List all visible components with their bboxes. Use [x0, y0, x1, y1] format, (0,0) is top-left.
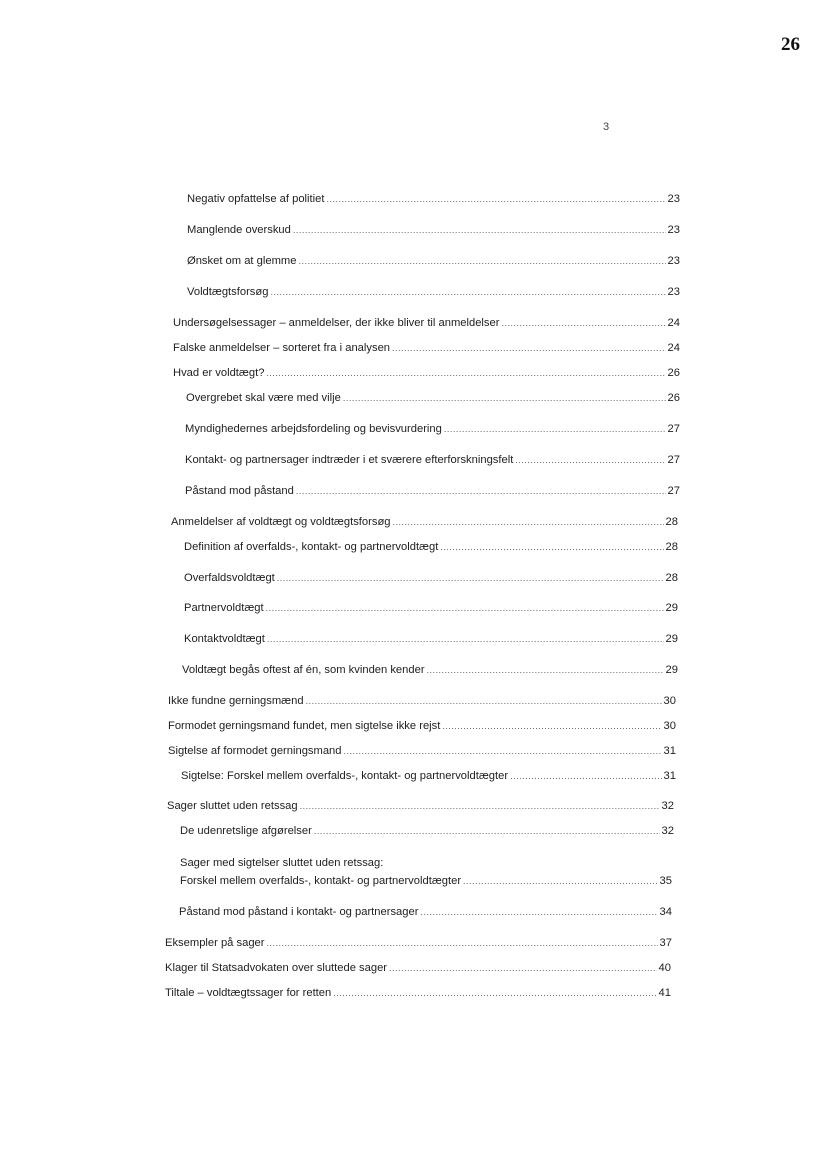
toc-entry-page: 27: [667, 485, 680, 497]
toc-entry-page: 23: [667, 255, 680, 267]
toc-entry[interactable]: [171, 515, 678, 529]
toc-entry-title: Sigtelse: Forskel mellem overfalds-, kontakt- og partnervoldtægter: [181, 770, 509, 782]
toc-entry[interactable]: [165, 961, 671, 975]
toc-entry-title: Anmeldelser af voldtægt og voldtægtsforsøg: [171, 516, 391, 528]
toc-entry-page: 40: [658, 962, 671, 974]
toc-entry[interactable]: [187, 192, 680, 206]
toc-entry[interactable]: [184, 540, 678, 554]
toc-entry[interactable]: [180, 874, 672, 888]
toc-entry-page: 35: [659, 875, 672, 887]
page-number: 26: [781, 34, 800, 55]
toc-entry-title: Kontaktvoldtægt: [184, 633, 265, 645]
dot-leader: [266, 601, 664, 615]
dot-leader: [296, 484, 666, 498]
dot-leader: [442, 719, 661, 733]
toc-entry-title: Ikke fundne gerningsmænd: [168, 695, 304, 707]
toc-entry-page: 27: [667, 423, 680, 435]
toc-entry[interactable]: [184, 632, 678, 646]
toc-entry-title: Klager til Statsadvokaten over sluttede sager: [165, 962, 388, 974]
dot-leader: [300, 799, 660, 813]
toc-entry-title: Negativ opfattelse af politiet: [187, 193, 325, 205]
toc-entry[interactable]: [165, 936, 672, 950]
toc-entry[interactable]: [181, 769, 676, 783]
toc-entry-title: Definition af overfalds-, kontakt- og partnervoldtægt: [184, 541, 439, 553]
toc-entry[interactable]: [168, 719, 676, 733]
dot-leader: [298, 254, 665, 268]
toc-entry-heading-line: Sager med sigtelser sluttet uden retssag:: [180, 857, 384, 869]
toc-entry[interactable]: [180, 824, 674, 838]
toc-entry-page: 34: [659, 906, 672, 918]
toc-entry-page: 28: [665, 572, 678, 584]
toc-entry[interactable]: [165, 986, 671, 1000]
toc-entry-title: Påstand mod påstand: [185, 485, 294, 497]
toc-entry[interactable]: [187, 254, 680, 268]
dot-leader: [270, 285, 665, 299]
inner-page-number: 3: [603, 121, 610, 133]
toc-entry-page: 29: [665, 602, 678, 614]
toc-entry[interactable]: [186, 391, 680, 405]
toc-entry-page: 32: [661, 800, 674, 812]
toc-entry-title: Kontakt- og partnersager indtræder i et sværere efterforskningsfelt: [185, 454, 514, 466]
toc-entry[interactable]: [182, 663, 678, 677]
dot-leader: [326, 192, 665, 206]
dot-leader: [515, 453, 665, 467]
toc-entry[interactable]: [185, 422, 680, 436]
dot-leader: [333, 986, 656, 1000]
toc-entry[interactable]: [168, 744, 676, 758]
toc-entry-page: 24: [667, 317, 680, 329]
dot-leader: [344, 744, 662, 758]
toc-entry[interactable]: [184, 601, 678, 615]
dot-leader: [343, 391, 666, 405]
toc-entry-title: De udenretslige afgørelser: [180, 825, 312, 837]
toc-entry-title: Voldtægtsforsøg: [187, 286, 269, 298]
dot-leader: [420, 905, 657, 919]
toc-entry-title: Forskel mellem overfalds-, kontakt- og partnervoldtægter: [180, 875, 462, 887]
dot-leader: [267, 632, 664, 646]
toc-entry-title: Manglende overskud: [187, 224, 291, 236]
dot-leader: [267, 936, 658, 950]
toc-entry-title: Sigtelse af formodet gerningsmand: [168, 745, 342, 757]
dot-leader: [444, 422, 666, 436]
toc-entry[interactable]: [187, 285, 680, 299]
toc-entry-title: Voldtægt begås oftest af én, som kvinden kender: [182, 664, 425, 676]
dot-leader: [510, 769, 661, 783]
toc-entry-page: 26: [667, 367, 680, 379]
toc-entry[interactable]: [173, 366, 680, 380]
toc-entry-page: 29: [665, 664, 678, 676]
toc-entry-title: Hvad er voldtægt?: [173, 367, 265, 379]
toc-entry[interactable]: [185, 484, 680, 498]
toc-entry-page: 28: [665, 541, 678, 553]
toc-entry-page: 29: [665, 633, 678, 645]
toc-entry-title: Overfaldsvoldtægt: [184, 572, 275, 584]
dot-leader: [392, 341, 666, 355]
toc-entry-page: 30: [663, 695, 676, 707]
toc-entry[interactable]: [173, 341, 680, 355]
toc-entry-title: Falske anmeldelser – sorteret fra i analysen: [173, 342, 391, 354]
toc-entry[interactable]: [187, 223, 680, 237]
dot-leader: [393, 515, 664, 529]
dot-leader: [277, 571, 664, 585]
toc-entry-page: 30: [663, 720, 676, 732]
toc-entry-title: Eksempler på sager: [165, 937, 265, 949]
toc-entry-title: Sager sluttet uden retssag: [167, 800, 298, 812]
toc-entry-page: 31: [663, 745, 676, 757]
toc-entry-page: 27: [667, 454, 680, 466]
dot-leader: [427, 663, 664, 677]
toc-entry-title: Ønsket om at glemme: [187, 255, 297, 267]
toc-entry-page: 23: [667, 286, 680, 298]
toc-entry[interactable]: [179, 905, 672, 919]
toc-entry-page: 26: [667, 392, 680, 404]
toc-entry-title: Myndighedernes arbejdsfordeling og bevisvurdering: [185, 423, 442, 435]
dot-leader: [306, 694, 662, 708]
toc-entry[interactable]: [168, 694, 676, 708]
toc-entry-title: Tiltale – voldtægtssager for retten: [165, 987, 332, 999]
toc-entry-title: Formodet gerningsmand fundet, men sigtelse ikke rejst: [168, 720, 441, 732]
toc-entry-page: 24: [667, 342, 680, 354]
toc-entry-page: 23: [667, 193, 680, 205]
toc-entry-title: Påstand mod påstand i kontakt- og partnersager: [179, 906, 419, 918]
toc-entry-title: Undersøgelsessager – anmeldelser, der ikke bliver til anmeldelser: [173, 317, 500, 329]
dot-leader: [293, 223, 666, 237]
toc-entry-title: Overgrebet skal være med vilje: [186, 392, 341, 404]
toc-entry-page: 37: [659, 937, 672, 949]
toc-entry[interactable]: [185, 453, 680, 467]
dot-leader: [389, 961, 657, 975]
toc-entry-page: 28: [665, 516, 678, 528]
toc-entry-page: 41: [658, 987, 671, 999]
dot-leader: [266, 366, 665, 380]
toc-entry-page: 32: [661, 825, 674, 837]
toc-entry-page: 31: [663, 770, 676, 782]
toc-entry[interactable]: [184, 571, 678, 585]
toc-entry[interactable]: [173, 316, 680, 330]
dot-leader: [463, 874, 658, 888]
toc-entry-title: Partnervoldtægt: [184, 602, 264, 614]
toc-entry-page: 23: [667, 224, 680, 236]
toc-entry[interactable]: [167, 799, 674, 813]
dot-leader: [501, 316, 665, 330]
dot-leader: [440, 540, 663, 554]
dot-leader: [314, 824, 660, 838]
